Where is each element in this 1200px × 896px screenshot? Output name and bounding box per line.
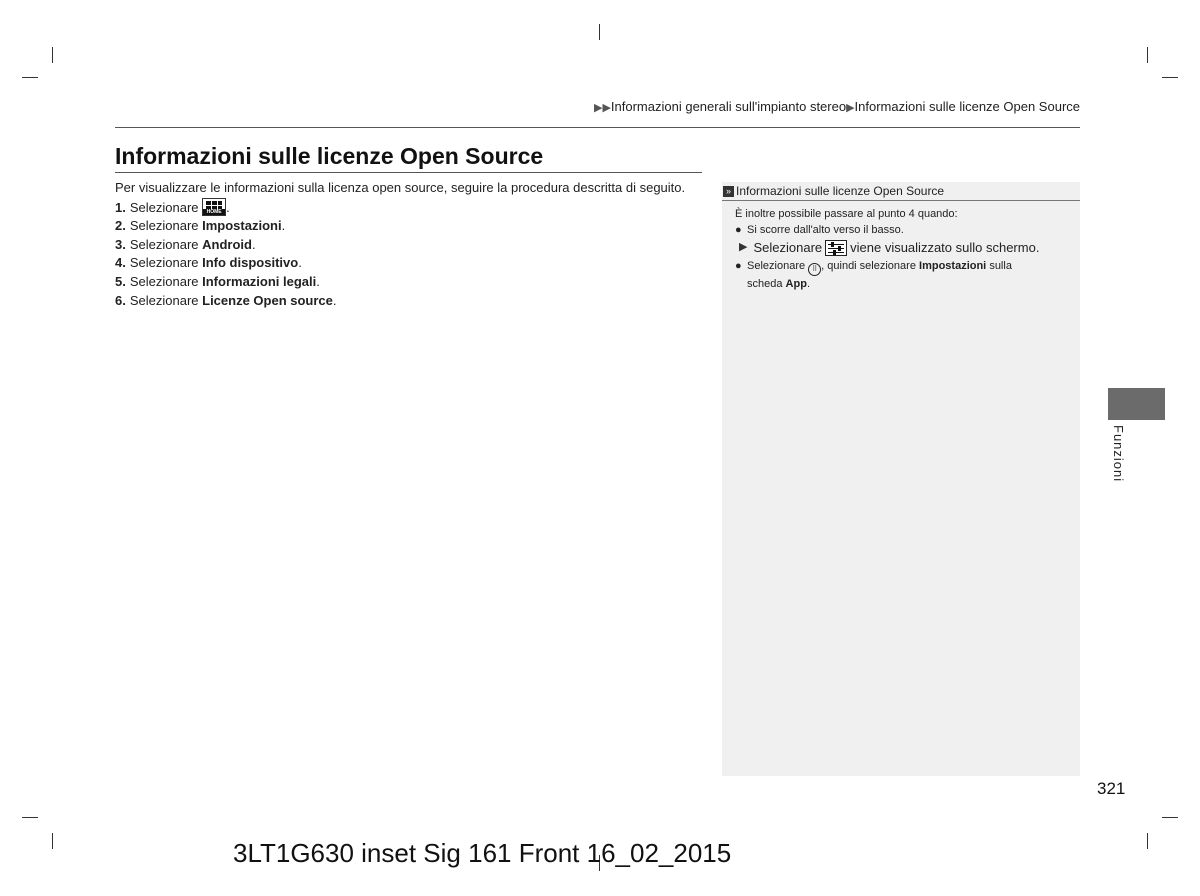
section-tab: [1108, 388, 1165, 420]
step-line: ▶ Selezionare viene visualizzato sullo schermo.: [739, 240, 1040, 255]
intro-text: Per visualizzare le informazioni sulla licenza open source, seguire la procedura descritta di seguito.: [115, 180, 686, 195]
breadcrumb-parent: Informazioni generali sull'impianto stereo: [610, 99, 847, 114]
main-content: [115, 179, 690, 310]
crop-mark: [1162, 77, 1178, 78]
apps-icon: ⠿: [808, 263, 821, 276]
crop-mark: [52, 833, 53, 849]
crop-mark: [22, 77, 38, 78]
bullet-icon: ●: [735, 224, 742, 236]
home-icon: HOME: [202, 198, 226, 216]
print-code: 3LT1G630 inset Sig 161 Front 16_02_2015: [233, 838, 732, 868]
crop-mark: [1147, 833, 1148, 849]
crop-mark: [1147, 47, 1148, 63]
side-note-title: Informazioni sulle licenze Open Source: [736, 184, 945, 198]
step-item: 5. Selezionare Informazioni legali.: [115, 273, 320, 289]
bullet-icon: ●: [735, 260, 742, 272]
steps-list: [115, 198, 690, 311]
breadcrumb: [594, 99, 1080, 114]
double-arrow-icon: ▶▶: [594, 102, 611, 114]
step-item: 2. Selezionare Impostazioni.: [115, 218, 286, 234]
step-item: 3. Selezionare Android.: [115, 236, 256, 252]
crop-mark: [1162, 817, 1178, 818]
page-number: 321: [1097, 779, 1126, 798]
side-note-header: [722, 182, 1080, 201]
crop-mark: [52, 47, 53, 63]
header-rule: [115, 127, 1080, 128]
bullet-item: ● Selezionare ⠿ , quindi selezionare Impostazioni sulla scheda App.: [735, 260, 1012, 290]
side-note: [722, 182, 1080, 776]
side-note-intro: È inoltre possibile passare al punto 4 quando:: [735, 208, 958, 220]
title-rule: [115, 172, 702, 173]
breadcrumb-current: Informazioni sulle licenze Open Source: [854, 99, 1080, 114]
section-tab-label: Funzioni: [1111, 425, 1126, 483]
step-item: 4. Selezionare Info dispositivo.: [115, 255, 302, 271]
crop-mark: [599, 24, 600, 40]
side-note-body: [722, 201, 1080, 292]
crop-mark: [22, 817, 38, 818]
step-item: 1. Selezionare HOME .: [115, 199, 230, 215]
step-item: 6. Selezionare Licenze Open source.: [115, 292, 337, 308]
page-title: Informazioni sulle licenze Open Source: [115, 143, 544, 169]
bullet-item: ● Si scorre dall'alto verso il basso.: [735, 224, 904, 236]
settings-sliders-icon: [825, 240, 847, 256]
arrow-icon: ▶: [739, 241, 748, 253]
arrow-icon: ▶: [846, 102, 855, 114]
reference-icon: »: [723, 186, 734, 197]
